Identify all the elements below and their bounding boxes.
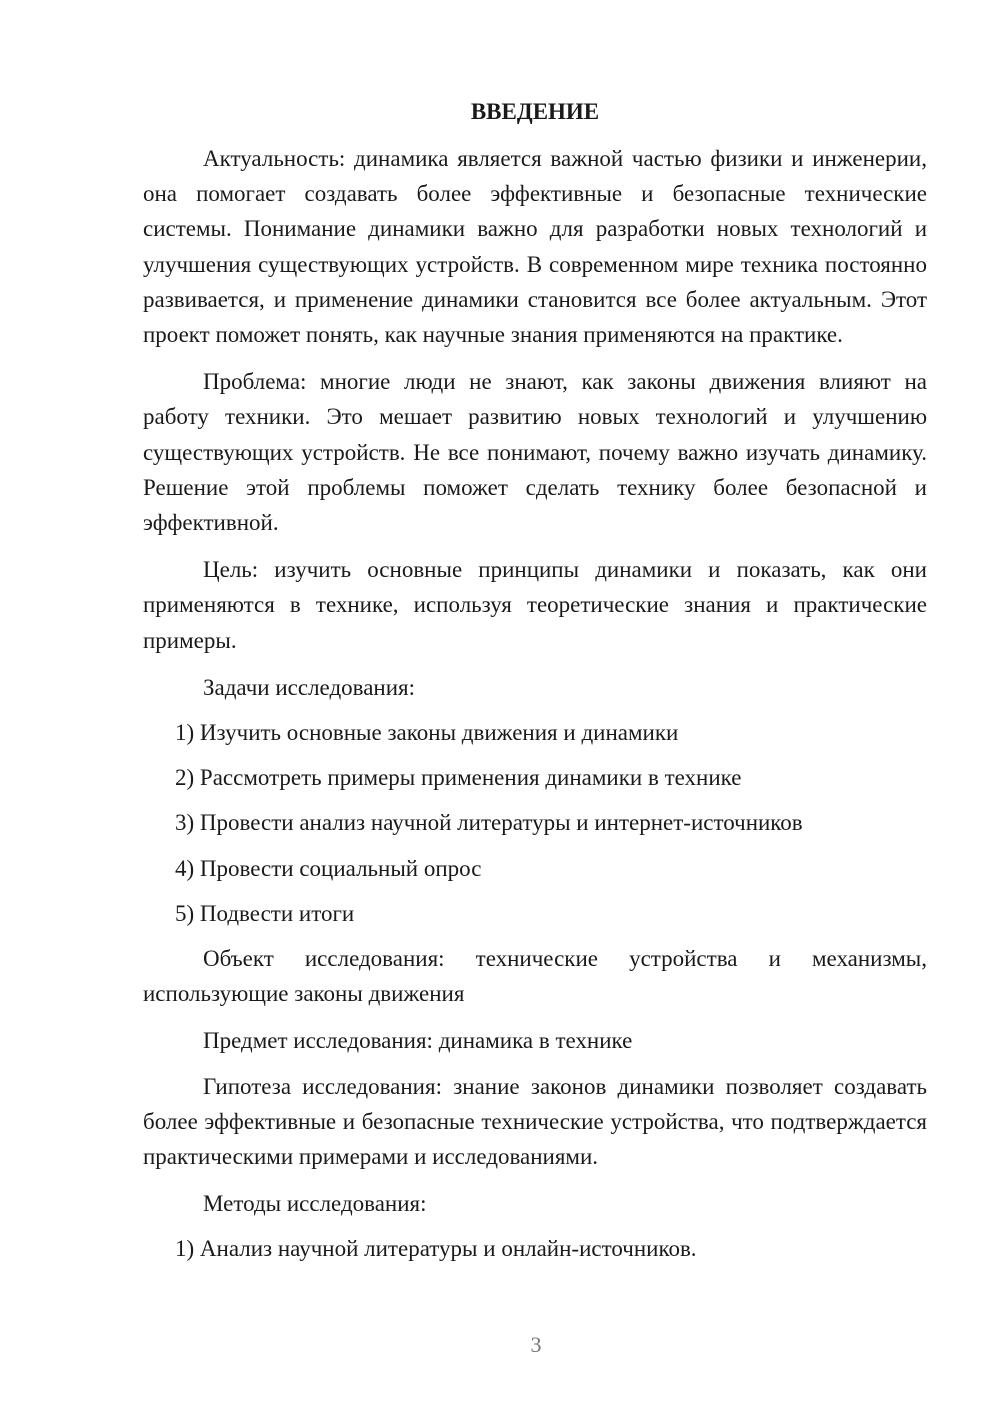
page-number: 3 <box>530 1332 542 1357</box>
methods-list <box>143 1231 927 1266</box>
page-title: ВВЕДЕНИЕ <box>470 99 600 124</box>
relevance-paragraph: Актуальность: динамика является важной частью физики и инженерии, она помогает создавать более эффективные и безопасные технические системы. Понимание динамики важно для разработки новых технологий и улучшения существующих устройств. В современном мире техника постоянно развивается, и применение динамики становится все более актуальным. Этот проект поможет понять, как научные знания применяются на практике. <box>143 146 927 348</box>
goal-paragraph: Цель: изучить основные принципы динамики и показать, как они применяются в технике, используя теоретические знания и практические примеры. <box>143 557 927 653</box>
object-paragraph: Объект исследования: технические устройства и механизмы, использующие законы движения <box>143 946 927 1007</box>
methods-heading: Методы исследования: <box>203 1191 427 1217</box>
task-item-5: 5) Подвести итоги <box>175 900 355 926</box>
page-content <box>143 94 927 1277</box>
task-item-4: 4) Провести социальный опрос <box>175 855 482 881</box>
task-item-3: 3) Провести анализ научной литературы и интернет-источников <box>175 810 803 836</box>
method-item-1: 1) Анализ научной литературы и онлайн-источников. <box>175 1236 697 1262</box>
task-item-2: 2) Рассмотреть примеры применения динамики в технике <box>175 765 742 791</box>
subject-paragraph: Предмет исследования: динамика в технике <box>203 1028 633 1054</box>
problem-paragraph: Проблема: многие люди не знают, как законы движения влияют на работу техники. Это мешает развитию новых технологий и улучшению существующих устройств. Не все понимают, почему важно изучать динамику. Решение этой проблемы поможет сделать технику более безопасной и эффективной. <box>143 369 927 536</box>
hypothesis-paragraph: Гипотеза исследования: знание законов динамики позволяет создавать более эффективные и безопасные технические устройства, что подтверждается практическими примерами и исследованиями. <box>143 1073 927 1170</box>
tasks-heading: Задачи исследования: <box>203 674 416 700</box>
tasks-list <box>143 715 927 931</box>
task-item-1: 1) Изучить основные законы движения и динамики <box>175 720 679 746</box>
